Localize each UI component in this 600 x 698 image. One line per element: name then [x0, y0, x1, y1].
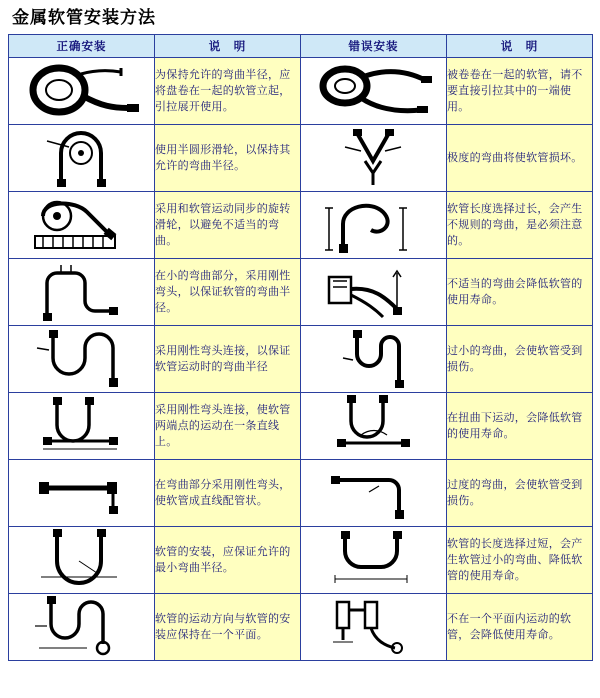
table-header-row — [9, 35, 593, 58]
wrong-figure-cell — [301, 326, 447, 393]
correct-note-cell: 软管的安装，应保证允许的最小弯曲半径。 — [155, 527, 301, 594]
straight-piping-with-elbow-figure — [17, 462, 147, 524]
torsional-motion-figure — [309, 395, 439, 457]
correct-figure-cell — [9, 125, 155, 192]
wrong-note-cell: 不在一个平面内运动的软管，会降低使用寿命。 — [447, 594, 593, 661]
synchronized-rotating-sheave-figure — [17, 194, 147, 256]
wrong-note-cell: 软管长度选择过长，会产生不规则的弯曲，是必须注意的。 — [447, 192, 593, 259]
wrong-figure-cell — [301, 125, 447, 192]
table-header — [9, 35, 593, 58]
wrong-note-cell: 在扭曲下运动，会降低软管的使用寿命。 — [447, 393, 593, 460]
table-row — [9, 259, 593, 326]
coiled-hose-standing-figure — [17, 60, 147, 122]
table-row — [9, 527, 593, 594]
same-plane-motion-figure — [17, 596, 147, 658]
column-header-correct-note: 说 明 — [155, 35, 301, 58]
table-row — [9, 58, 593, 125]
column-header-correct-install: 正确安装 — [9, 35, 155, 58]
correct-note-cell: 采用刚性弯头连接，使软管两端点的运动在一条直线上。 — [155, 393, 301, 460]
table-row — [9, 393, 593, 460]
correct-note-cell: 使用半圆形滑轮，以保持其允许的弯曲半径。 — [155, 125, 301, 192]
correct-note-cell: 采用和软管运动同步的旋转滑轮，以避免不适当的弯曲。 — [155, 192, 301, 259]
wrong-figure-cell — [301, 393, 447, 460]
rigid-bend-small-radius-figure — [17, 261, 147, 323]
wrong-figure-cell — [301, 58, 447, 125]
minimum-bend-radius-u-figure — [17, 529, 147, 591]
correct-note-cell: 在弯曲部分采用刚性弯头，使软管成直线配管状。 — [155, 460, 301, 527]
wrong-note-cell: 过小的弯曲，会使软管受到损伤。 — [447, 326, 593, 393]
correct-figure-cell — [9, 192, 155, 259]
improper-bend-reduces-life-figure — [309, 261, 439, 323]
wrong-figure-cell — [301, 594, 447, 661]
table-row — [9, 326, 593, 393]
too-small-bend-figure — [309, 328, 439, 390]
wrong-figure-cell — [301, 460, 447, 527]
coiled-hose-pulled-straight-figure — [309, 60, 439, 122]
correct-note-cell: 采用刚性弯头连接，以保证软管运动时的弯曲半径 — [155, 326, 301, 393]
correct-figure-cell — [9, 594, 155, 661]
wrong-figure-cell — [301, 527, 447, 594]
excess-length-irregular-bend-figure — [309, 194, 439, 256]
correct-note-cell: 在小的弯曲部分，采用刚性弯头，以保证软管的弯曲半径。 — [155, 259, 301, 326]
rigid-elbow-connection-figure — [17, 328, 147, 390]
correct-figure-cell — [9, 326, 155, 393]
table-row — [9, 192, 593, 259]
wrong-figure-cell — [301, 259, 447, 326]
rigid-elbow-straight-line-figure — [17, 395, 147, 457]
correct-figure-cell — [9, 393, 155, 460]
table-row — [9, 594, 593, 661]
wrong-figure-cell — [301, 192, 447, 259]
table-body — [9, 58, 593, 661]
column-header-wrong-note: 说 明 — [447, 35, 593, 58]
correct-note-cell: 软管的运动方向与软管的安装应保持在一个平面。 — [155, 594, 301, 661]
page-title: 金属软管安装方法 — [12, 8, 156, 28]
table-row — [9, 460, 593, 527]
correct-figure-cell — [9, 460, 155, 527]
out-of-plane-motion-figure — [309, 596, 439, 658]
installation-methods-table — [8, 34, 593, 661]
sharp-v-bend-figure — [309, 127, 439, 189]
wrong-note-cell: 极度的弯曲将使软管损坏。 — [447, 125, 593, 192]
wrong-note-cell: 被卷卷在一起的软管，请不要直接引拉其中的一端使用。 — [447, 58, 593, 125]
too-short-length-figure — [309, 529, 439, 591]
over-bending-figure — [309, 462, 439, 524]
semicircular-sheave-figure — [17, 127, 147, 189]
wrong-note-cell: 过度的弯曲，会使软管受到损伤。 — [447, 460, 593, 527]
wrong-note-cell: 不适当的弯曲会降低软管的使用寿命。 — [447, 259, 593, 326]
table-row — [9, 125, 593, 192]
correct-figure-cell — [9, 259, 155, 326]
correct-figure-cell — [9, 58, 155, 125]
correct-figure-cell — [9, 527, 155, 594]
column-header-wrong-install: 错误安装 — [301, 35, 447, 58]
wrong-note-cell: 软管的长度选择过短，会产生软管过小的弯曲、降低软管的使用寿命。 — [447, 527, 593, 594]
correct-note-cell: 为保持允许的弯曲半径，应将盘卷在一起的软管立起，引拉展开使用。 — [155, 58, 301, 125]
